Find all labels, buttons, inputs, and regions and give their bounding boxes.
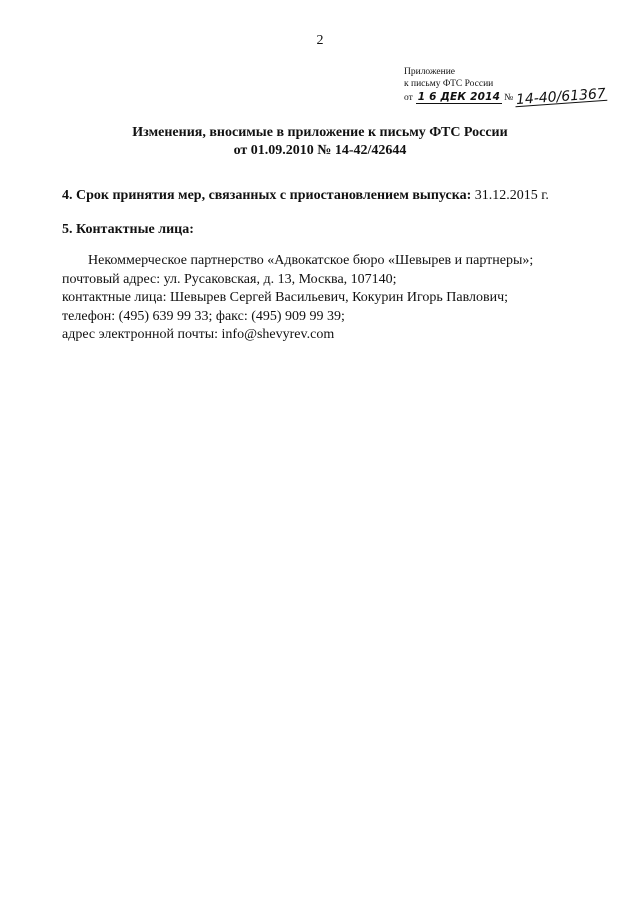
title-line-1: Изменения, вносимые в приложение к письму ФТС России (132, 125, 508, 140)
handwritten-date: 1 6 ДЕК 2014 (417, 91, 501, 103)
contact-organization: Некоммерческое партнерство «Адвокатское бюро «Шевырев и партнеры»; (88, 253, 534, 268)
contacts-block (62, 252, 602, 345)
date-prefix: от (404, 93, 413, 103)
appendix-line-1: Приложение (404, 67, 455, 77)
page-number: 2 (316, 33, 324, 48)
section-4-label: 4. Срок принятия мер, связанных с приостановлением выпуска: (62, 188, 472, 203)
contact-email: адрес электронной почты: info@shevyrev.com (62, 327, 335, 342)
number-prefix: № (504, 93, 514, 103)
section-4-value: 31.12.2015 г. (474, 188, 549, 203)
title-line-2: от 01.09.2010 № 14-42/42644 (233, 143, 407, 158)
section-5-heading: 5. Контактные лица: (62, 222, 194, 237)
contact-phone-fax: телефон: (495) 639 99 33; факс: (495) 909 99 39; (62, 308, 345, 324)
handwritten-number: 14-40/61367 (515, 85, 607, 109)
appendix-date-line (404, 85, 607, 109)
contact-persons: контактные лица: Шевырев Сергей Васильевич, Кокурин Игорь Павлович; (62, 290, 509, 305)
appendix-line-2: к письму ФТС России (404, 79, 494, 89)
section-4 (62, 188, 549, 204)
appendix-stamp (404, 66, 607, 109)
document-title (0, 124, 640, 160)
contact-address: почтовый адрес: ул. Русаковская, д. 13, Москва, 107140; (62, 271, 397, 287)
